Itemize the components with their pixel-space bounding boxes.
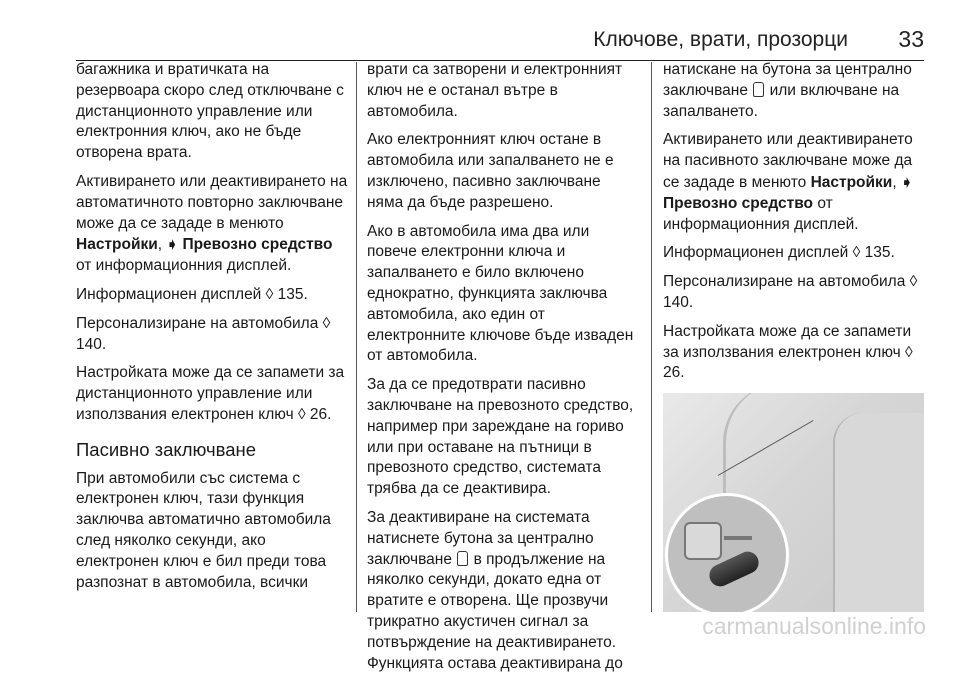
text: от информационния дисплей. xyxy=(663,194,859,233)
child-lock-callout xyxy=(665,493,789,612)
paragraph: багажника и вратичката на резервоара скоро след отключване с дистанционното управление или електронния ключ, ако не бъде отворена врата. xyxy=(76,61,344,162)
child-lock-icon xyxy=(684,522,722,560)
paragraph xyxy=(663,130,927,235)
text: , xyxy=(157,236,167,254)
watermark: carmanualsonline.info xyxy=(702,613,926,639)
text: , xyxy=(892,173,901,191)
page-header xyxy=(76,18,924,61)
arrow-icon: ➧ xyxy=(900,173,913,190)
text: от информационния дисплей. xyxy=(76,257,292,275)
paragraph: За да се предотврати пасивно заключване на превозното средство, например при зареждане на гориво или при оставане на пътници в превозното средство, системата трябва да се деактивира. xyxy=(367,376,634,498)
text: Активирането или деактивирането на пасивното заключване може да се зададе в менюто xyxy=(663,131,913,191)
paragraph: Ако електронният ключ остане в автомобила или запалването не е изключено, пасивно заключване няма да бъде разрешено. xyxy=(367,131,614,211)
paragraph: Настройката може да се запамети за използвания електронен ключ ◊ 26. xyxy=(663,322,913,382)
column-3 xyxy=(663,60,927,435)
paragraph xyxy=(663,60,927,122)
paragraph: При автомобили със система с електронен ключ, тази функция заключва автоматично автомобила след няколко секунди, ако електронен ключ е бил преди това разпознат в автомобила, всички xyxy=(76,469,331,591)
lock-icon xyxy=(457,551,468,566)
column-divider xyxy=(356,62,357,612)
text: За деактивиране на системата натиснете бутона за централно заключване xyxy=(367,508,594,568)
text: в продължение на няколко секунди, докато една от вратите е отворена. Ще прозвучи трикратно акустичен сигнал за потвърждение на деактивирането. Функцията остава деактивирана до xyxy=(367,550,623,672)
paragraph: Ако в автомобила има два или повече електронни ключа и запалването е било включено еднократно, функцията заключва автомобила, ако един от електронните ключове бъде изваден от автомобила. xyxy=(367,222,634,365)
cross-reference: Персонализиране на автомобила ◊ 140. xyxy=(76,314,331,353)
paragraph xyxy=(367,508,635,674)
text: или включване на запалването. xyxy=(663,81,900,120)
column-1 xyxy=(76,60,351,601)
column-2 xyxy=(367,60,635,682)
text: Активирането или деактивирането на автоматичното повторно заключване може да се зададе в менюто xyxy=(76,172,348,232)
text: натискане на бутона за централно заключване xyxy=(663,61,912,99)
menu-term: Превозно средство xyxy=(178,236,333,254)
child-lock-illustration xyxy=(663,393,924,612)
cross-reference: Информационен дисплей ◊ 135. xyxy=(76,285,308,303)
cross-reference: Персонализиране на автомобила ◊ 140. xyxy=(663,273,918,311)
door-panel xyxy=(833,413,924,612)
arrow-icon xyxy=(724,536,752,540)
paragraph xyxy=(76,172,351,277)
page-number: 33 xyxy=(898,26,924,52)
column-divider xyxy=(651,62,652,612)
header-title: Ключове, врати, прозорци xyxy=(593,28,848,51)
menu-term: Настройки xyxy=(76,236,158,254)
paragraph: Настройката може да се запамети за дистанционното управление или използвания електронен ключ ◊ 26. xyxy=(76,364,345,423)
arrow-icon: ➧ xyxy=(166,236,179,253)
menu-term: Настройки xyxy=(810,173,893,191)
menu-term: Превозно средство xyxy=(663,194,814,212)
section-heading: Пасивно заключване xyxy=(76,438,257,460)
cross-reference: Информационен дисплей ◊ 135. xyxy=(663,244,895,262)
paragraph: врати са затворени и електронният ключ не е останал вътре в автомобила. xyxy=(367,61,623,120)
lock-icon xyxy=(753,82,764,97)
